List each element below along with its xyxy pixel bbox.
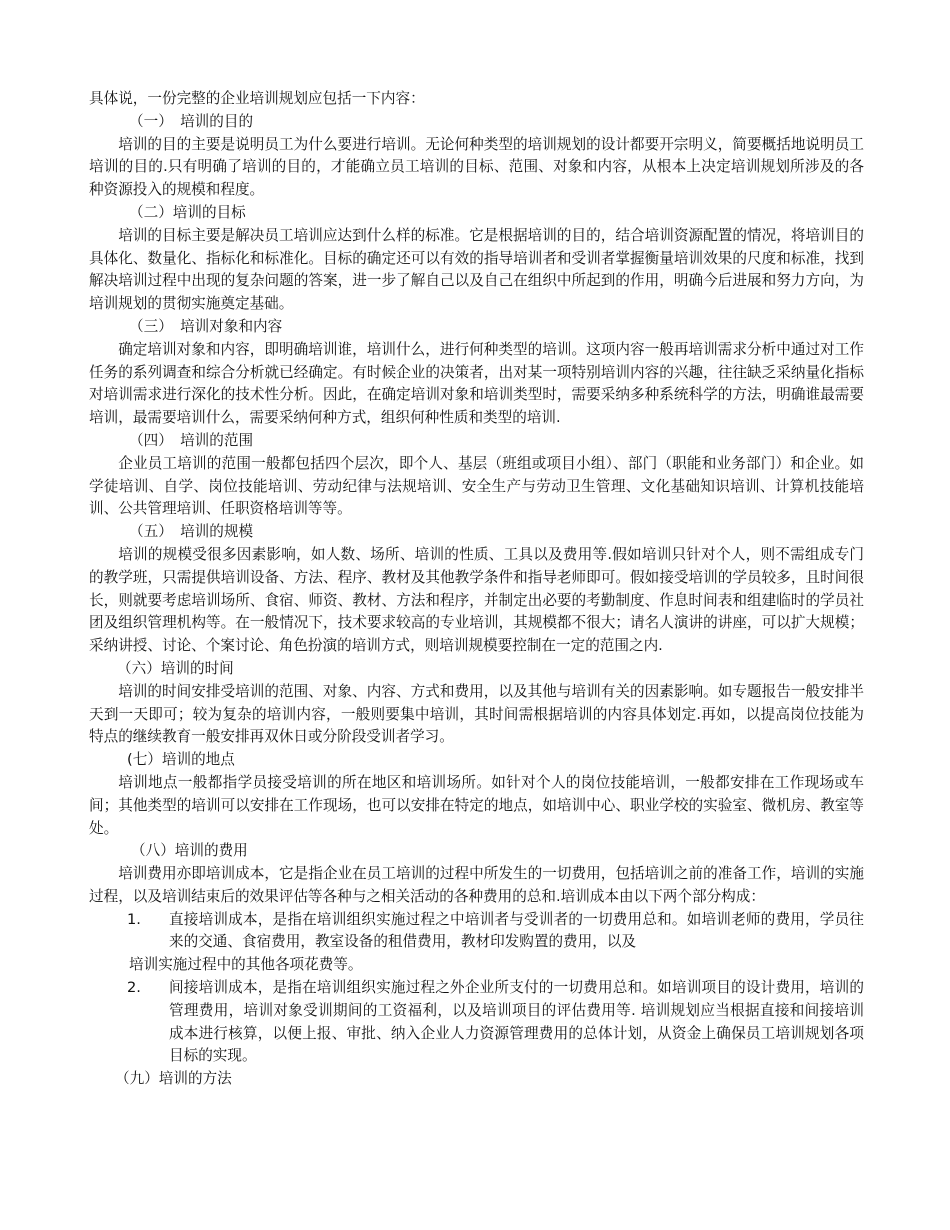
section-heading-1: （一） 培训的目的	[129, 112, 254, 130]
cost-item-1-continuation: 培训实施过程中的其他各项花费等。	[129, 956, 363, 974]
cost-item-number: 2.	[127, 979, 141, 997]
section-body-3: 确定培训对象和内容，即明确培训谁，培训什么，进行何种类型的培训。这项内容一般再培训需求分析中通过对工作任务的系列调查和综合分析就已经确定。有时候企业的决策者，出对某一项特别培训内容的兴趣，往往缺乏采纳量化指标对培训需求进行深化的技术性分析。因此，在确定培训对象和培训类型时，需要采纳多种系统科学的方法，明确谁最需要培训，最需要培训什么，需要采纳何种方式，组织何种性质和类型的培训.	[89, 340, 864, 427]
intro-text: 具体说，一份完整的企业培训规划应包括一下内容：	[89, 90, 425, 107]
section-heading-2: （二）培训的目标	[129, 203, 246, 221]
cost-item-number: 1.	[127, 910, 141, 928]
section-heading-5: （五） 培训的规模	[129, 523, 254, 541]
cost-item-1	[89, 909, 864, 955]
section-body-1: 培训的目的主要是说明员工为什么要进行培训。无论何种类型的培训规划的设计都要开宗明义，简要概括地说明员工培训的目的.只有明确了培训的目的，才能确立员工培训的目标、范围、对象和内容，从根本上决定培训规划所涉及的各种资源投入的规模和程度。	[89, 135, 864, 199]
section-heading-4: （四） 培训的范围	[129, 431, 254, 449]
cost-item-text: 间接培训成本，是指在培训组织实施过程之外企业所支付的一切费用总和。如培训项目的设计费用，培训的管理费用，培训对象受训期间的工资福利，以及培训项目的评估费用等. 培训规划应当根据直接和间接培训成本进行核算，以便上报、审批、纳入企业人力资源管理费用的总体计划，从资金上确保员工培训规划各项目标的实现。	[169, 979, 864, 1065]
section-heading-9: （九）培训的方法	[115, 1070, 232, 1088]
section-body-7: 培训地点一般都指学员接受培训的所在地区和培训场所。如针对个人的岗位技能培训，一般都安排在工作现场或车间；其他类型的培训可以安排在工作现场，也可以安排在特定的地点，如培训中心、职业学校的实验室、微机房、教室等处。	[89, 773, 864, 837]
section-body-6: 培训的时间安排受培训的范围、对象、内容、方式和费用，以及其他与培训有关的因素影响。如专题报告一般安排半天到一天即可；较为复杂的培训内容，一般则要集中培训，其时间需根据培训的内容具体划定.再如，以提高岗位技能为特点的继续教育一般安排再双休日或分阶段受训者学习。	[89, 682, 864, 746]
section-body-5: 培训的规模受很多因素影响，如人数、场所、培训的性质、工具以及费用等.假如培训只针对个人，则不需组成专门的教学班，只需提供培训设备、方法、程序、教材及其他教学条件和指导老师即可。假如接受培训的学员较多，且时间很长，则就要考虑培训场所、食宿、师资、教材、方法和程序，并制定出必要的考勤制度、作息时间表和组建临时的学员社团及组织管理机构等。在一般情况下，技术要求较高的专业培训，其规模都不很大；请名人演讲的讲座，可以扩大规模；采纳讲授、讨论、个案讨论、角色扮演的培训方式，则培训规模要控制在一定的范围之内.	[89, 545, 864, 655]
section-body-8: 培训费用亦即培训成本，它是指企业在员工培训的过程中所发生的一切费用，包括培训之前的准备工作，培训的实施过程，以及培训结束后的效果评估等各种与之相关活动的各种费用的总和.培训成本由以下两个部分构成：	[89, 865, 864, 905]
section-heading-8: （八）培训的费用	[131, 842, 248, 860]
cost-item-2	[89, 977, 864, 1068]
section-body-2: 培训的目标主要是解决员工培训应达到什么样的标准。它是根据培训的目的，结合培训资源配置的情况，将培训目的具体化、数量化、指标化和标准化。目标的确定还可以有效的指导培训者和受训者掌握衡量培训效果的尺度和标准，找到解决培训过程中出现的复杂问题的答案，进一步了解自己以及自己在组织中所起到的作用，明确今后进展和努力方向，为培训规划的贯彻实施奠定基础。	[89, 226, 864, 313]
document-body	[89, 88, 864, 1091]
section-heading-3: （三） 培训对象和内容	[129, 317, 283, 335]
section-heading-6: （六）培训的时间	[117, 659, 234, 677]
section-heading-7: (七）培训的地点	[127, 751, 235, 769]
section-body-4: 企业员工培训的范围一般都包括四个层次，即个人、基层（班组或项目小组）、部门（职能和业务部门）和企业。如学徒培训、自学、岗位技能培训、劳动纪律与法规培训、安全生产与劳动卫生管理、文化基础知识培训、计算机技能培训、公共管理培训、任职资格培训等等。	[89, 454, 864, 518]
cost-item-text: 直接培训成本，是指在培训组织实施过程之中培训者与受训者的一切费用总和。如培训老师的费用，学员往来的交通、食宿费用，教室设备的租借费用，教材印发购置的费用，以及	[169, 910, 864, 951]
